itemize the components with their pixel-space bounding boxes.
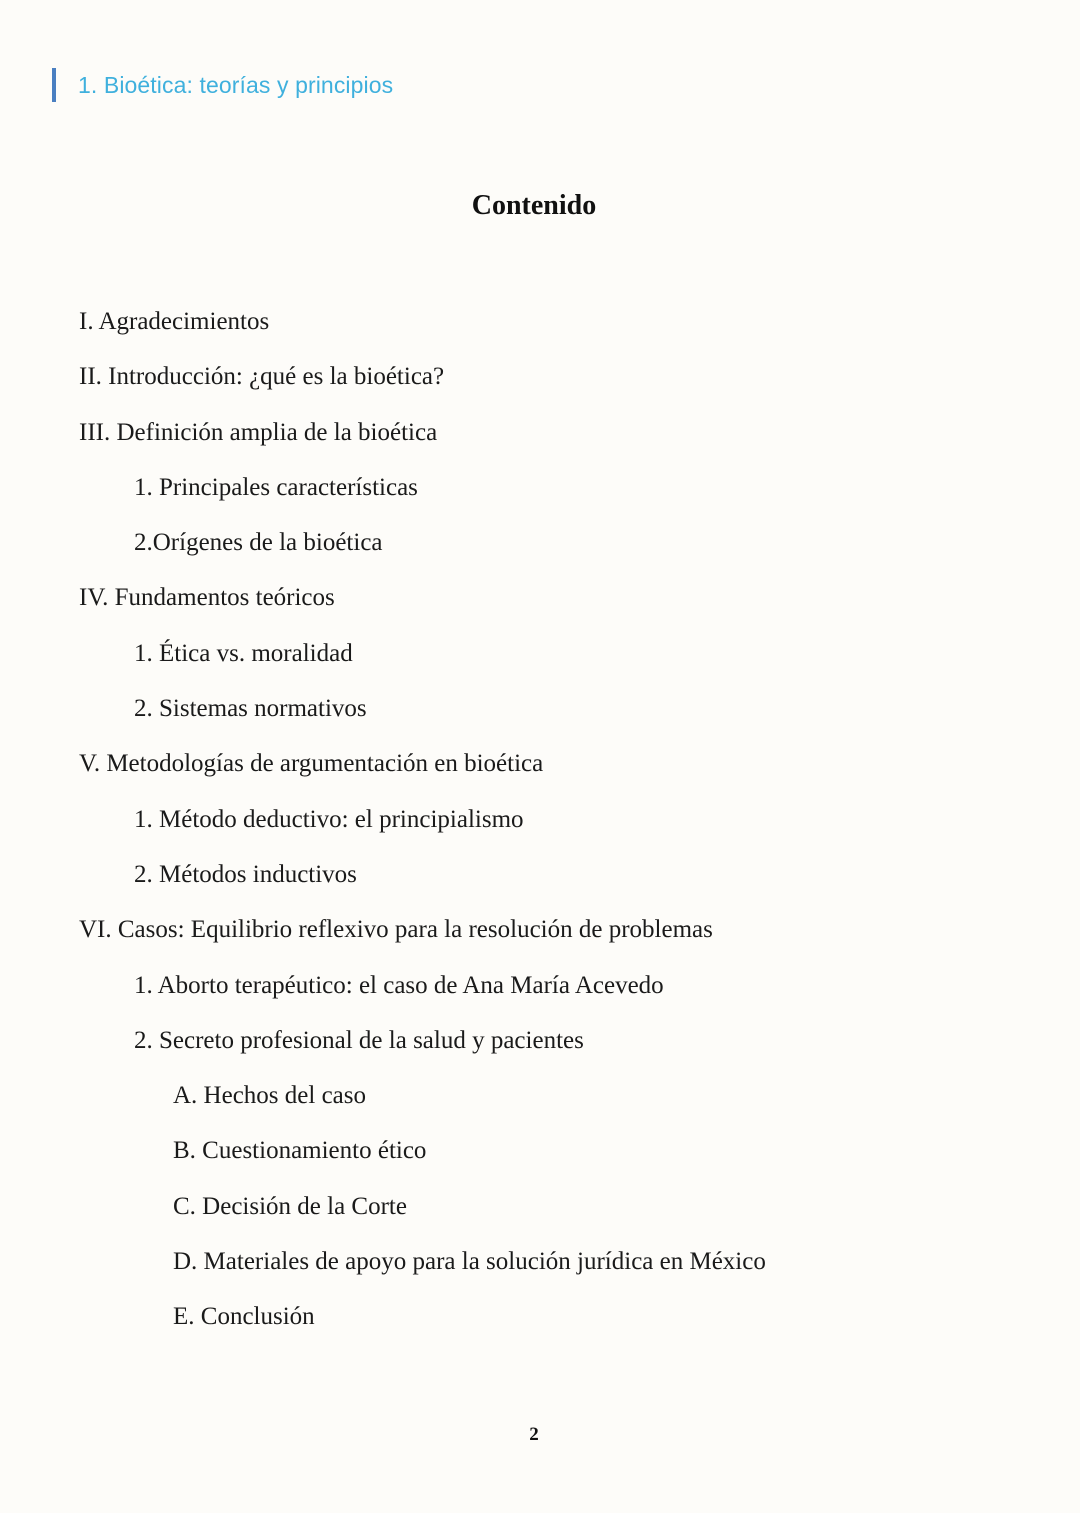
toc-subsubentry: E. Conclusión bbox=[173, 1303, 315, 1331]
toc-entry: VI. Casos: Equilibrio reflexivo para la resolución de problemas bbox=[79, 916, 713, 944]
toc-entry: V. Metodologías de argumentación en bioética bbox=[79, 750, 544, 778]
toc-entry: I. Agradecimientos bbox=[79, 308, 270, 335]
section-header bbox=[52, 68, 393, 102]
toc-entry: II. Introducción: ¿qué es la bioética? bbox=[79, 363, 445, 391]
section-accent-bar bbox=[52, 68, 56, 102]
toc-entry: III. Definición amplia de la bioética bbox=[79, 418, 438, 446]
toc-subsubentry: C. Decisión de la Corte bbox=[173, 1192, 407, 1220]
toc-subentry: 2. Secreto profesional de la salud y pacientes bbox=[134, 1026, 584, 1054]
page-number: 2 bbox=[529, 1424, 539, 1445]
toc-subentry: 2.Orígenes de la bioética bbox=[134, 529, 383, 557]
toc-subentry: 1. Método deductivo: el principialismo bbox=[134, 805, 524, 833]
toc-subentry: 1. Aborto terapéutico: el caso de Ana María Acevedo bbox=[134, 971, 664, 999]
toc-title: Contenido bbox=[471, 190, 597, 221]
toc-subsubentry: B. Cuestionamiento ético bbox=[173, 1137, 427, 1165]
toc-subsubentry: D. Materiales de apoyo para la solución jurídica en México bbox=[173, 1248, 766, 1276]
toc-subsubentry: A. Hechos del caso bbox=[173, 1082, 366, 1110]
section-title: 1. Bioética: teorías y principios bbox=[78, 71, 394, 98]
toc-subentry: 2. Métodos inductivos bbox=[134, 860, 357, 888]
toc-entry: IV. Fundamentos teóricos bbox=[79, 584, 335, 612]
toc-subentry: 1. Ética vs. moralidad bbox=[134, 639, 353, 667]
table-of-contents bbox=[0, 300, 1080, 1351]
toc-subentry: 2. Sistemas normativos bbox=[134, 695, 367, 723]
toc-subentry: 1. Principales características bbox=[134, 473, 418, 501]
